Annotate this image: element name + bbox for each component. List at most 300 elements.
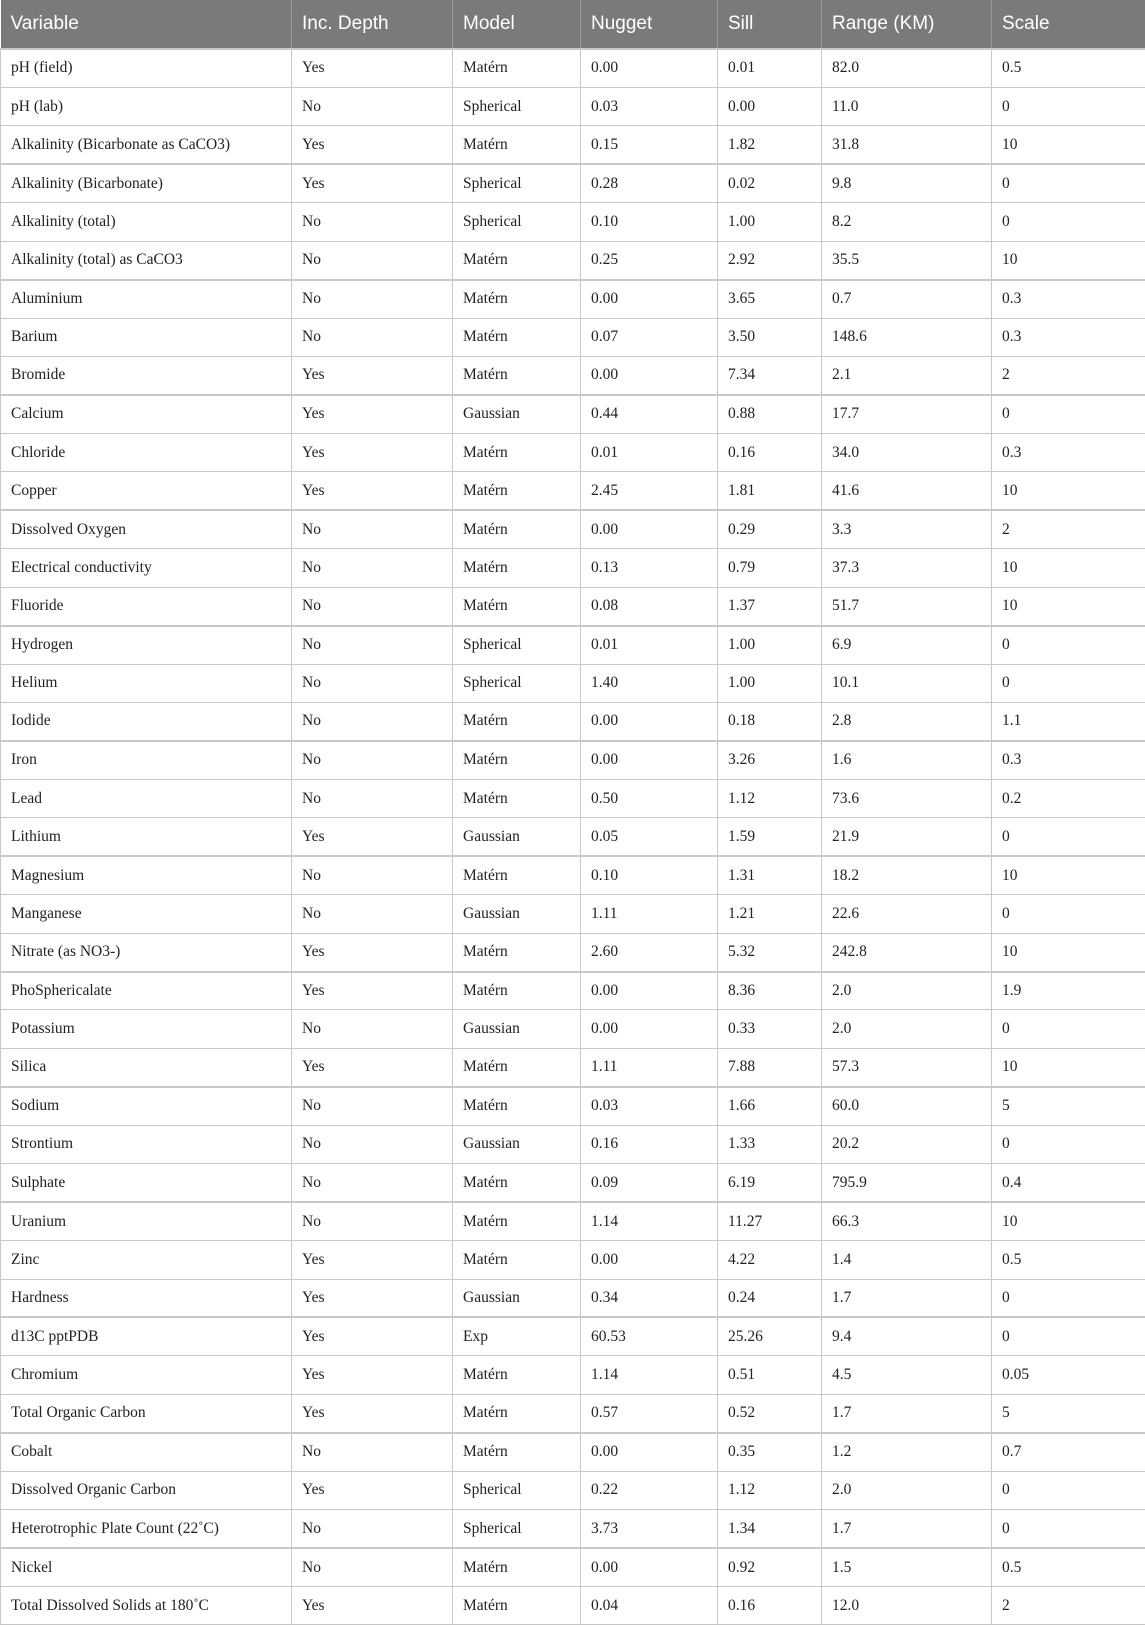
cell-variable: Calcium xyxy=(1,395,292,433)
cell-model: Matérn xyxy=(453,318,581,356)
cell-nugget: 0.44 xyxy=(581,395,718,433)
cell-nugget: 0.00 xyxy=(581,1010,718,1048)
cell-range: 57.3 xyxy=(822,1048,992,1086)
cell-model: Matérn xyxy=(453,1587,581,1625)
cell-sill: 1.37 xyxy=(718,587,822,625)
cell-nugget: 0.00 xyxy=(581,741,718,779)
table-row xyxy=(1,626,1145,664)
table-row xyxy=(1,1279,1145,1317)
cell-scale: 0 xyxy=(992,1125,1145,1163)
table-row xyxy=(1,549,1145,587)
table-row xyxy=(1,1394,1145,1432)
cell-sill: 1.33 xyxy=(718,1125,822,1163)
cell-nugget: 0.34 xyxy=(581,1279,718,1317)
table-row xyxy=(1,241,1145,279)
cell-inc-depth: Yes xyxy=(292,933,453,971)
cell-model: Spherical xyxy=(453,1510,581,1548)
cell-inc-depth: Yes xyxy=(292,1587,453,1625)
cell-range: 35.5 xyxy=(822,241,992,279)
cell-model: Gaussian xyxy=(453,395,581,433)
cell-inc-depth: No xyxy=(292,779,453,817)
column-header-sill: Sill xyxy=(718,0,822,49)
table-row xyxy=(1,510,1145,548)
cell-model: Exp xyxy=(453,1317,581,1355)
cell-sill: 0.16 xyxy=(718,433,822,471)
cell-inc-depth: Yes xyxy=(292,49,453,87)
cell-scale: 0 xyxy=(992,395,1145,433)
column-header-inc-depth: Inc. Depth xyxy=(292,0,453,49)
cell-nugget: 0.50 xyxy=(581,779,718,817)
cell-range: 66.3 xyxy=(822,1202,992,1240)
cell-model: Matérn xyxy=(453,357,581,395)
cell-sill: 25.26 xyxy=(718,1317,822,1355)
cell-sill: 1.31 xyxy=(718,856,822,894)
cell-model: Matérn xyxy=(453,587,581,625)
table-row xyxy=(1,1356,1145,1394)
cell-model: Matérn xyxy=(453,1241,581,1279)
cell-range: 1.6 xyxy=(822,741,992,779)
cell-variable: Iodide xyxy=(1,702,292,740)
cell-variable: Alkalinity (Bicarbonate as CaCO3) xyxy=(1,126,292,164)
cell-nugget: 0.05 xyxy=(581,818,718,856)
table-row xyxy=(1,1087,1145,1125)
cell-sill: 2.92 xyxy=(718,241,822,279)
cell-variable: Fluoride xyxy=(1,587,292,625)
cell-inc-depth: Yes xyxy=(292,972,453,1010)
cell-nugget: 0.00 xyxy=(581,510,718,548)
cell-range: 11.0 xyxy=(822,87,992,125)
cell-model: Gaussian xyxy=(453,818,581,856)
column-header-nugget: Nugget xyxy=(581,0,718,49)
cell-nugget: 2.60 xyxy=(581,933,718,971)
cell-nugget: 0.00 xyxy=(581,280,718,318)
cell-nugget: 60.53 xyxy=(581,1317,718,1355)
cell-model: Spherical xyxy=(453,1471,581,1509)
table-row xyxy=(1,1548,1145,1586)
cell-nugget: 1.14 xyxy=(581,1356,718,1394)
cell-sill: 0.33 xyxy=(718,1010,822,1048)
column-header-scale: Scale xyxy=(992,0,1145,49)
cell-variable: Dissolved Oxygen xyxy=(1,510,292,548)
cell-variable: Heterotrophic Plate Count (22˚C) xyxy=(1,1510,292,1548)
table-row xyxy=(1,1317,1145,1355)
cell-nugget: 0.13 xyxy=(581,549,718,587)
cell-inc-depth: Yes xyxy=(292,357,453,395)
cell-nugget: 0.10 xyxy=(581,856,718,894)
cell-variable: Cobalt xyxy=(1,1433,292,1471)
cell-scale: 0 xyxy=(992,1510,1145,1548)
cell-model: Matérn xyxy=(453,549,581,587)
cell-range: 12.0 xyxy=(822,1587,992,1625)
cell-range: 3.3 xyxy=(822,510,992,548)
cell-sill: 0.02 xyxy=(718,164,822,202)
cell-scale: 5 xyxy=(992,1087,1145,1125)
cell-range: 22.6 xyxy=(822,895,992,933)
cell-nugget: 0.00 xyxy=(581,49,718,87)
cell-sill: 0.88 xyxy=(718,395,822,433)
cell-sill: 4.22 xyxy=(718,1241,822,1279)
table-row xyxy=(1,1010,1145,1048)
cell-scale: 2 xyxy=(992,510,1145,548)
cell-variable: pH (lab) xyxy=(1,87,292,125)
cell-nugget: 0.15 xyxy=(581,126,718,164)
cell-scale: 0 xyxy=(992,1279,1145,1317)
cell-variable: Lithium xyxy=(1,818,292,856)
cell-variable: pH (field) xyxy=(1,49,292,87)
cell-range: 148.6 xyxy=(822,318,992,356)
cell-inc-depth: No xyxy=(292,895,453,933)
cell-scale: 10 xyxy=(992,587,1145,625)
cell-nugget: 0.00 xyxy=(581,972,718,1010)
cell-model: Gaussian xyxy=(453,1279,581,1317)
cell-variable: Hydrogen xyxy=(1,626,292,664)
cell-sill: 1.12 xyxy=(718,779,822,817)
table-row xyxy=(1,164,1145,202)
cell-variable: Zinc xyxy=(1,1241,292,1279)
cell-inc-depth: No xyxy=(292,87,453,125)
cell-model: Matérn xyxy=(453,1048,581,1086)
cell-sill: 3.50 xyxy=(718,318,822,356)
table-row xyxy=(1,395,1145,433)
table-row xyxy=(1,741,1145,779)
cell-nugget: 0.01 xyxy=(581,433,718,471)
cell-range: 9.8 xyxy=(822,164,992,202)
cell-range: 2.0 xyxy=(822,972,992,1010)
cell-variable: Alkalinity (total) xyxy=(1,203,292,241)
cell-range: 17.7 xyxy=(822,395,992,433)
table-row xyxy=(1,856,1145,894)
cell-sill: 3.65 xyxy=(718,280,822,318)
cell-inc-depth: Yes xyxy=(292,1471,453,1509)
cell-variable: Total Organic Carbon xyxy=(1,1394,292,1432)
cell-inc-depth: Yes xyxy=(292,818,453,856)
table-row xyxy=(1,1164,1145,1202)
cell-range: 37.3 xyxy=(822,549,992,587)
cell-range: 1.7 xyxy=(822,1279,992,1317)
cell-model: Matérn xyxy=(453,280,581,318)
cell-nugget: 0.16 xyxy=(581,1125,718,1163)
cell-range: 2.0 xyxy=(822,1471,992,1509)
cell-range: 34.0 xyxy=(822,433,992,471)
cell-inc-depth: Yes xyxy=(292,1241,453,1279)
cell-scale: 0.3 xyxy=(992,741,1145,779)
cell-scale: 0.05 xyxy=(992,1356,1145,1394)
cell-sill: 1.34 xyxy=(718,1510,822,1548)
cell-inc-depth: Yes xyxy=(292,395,453,433)
cell-nugget: 0.09 xyxy=(581,1164,718,1202)
cell-sill: 11.27 xyxy=(718,1202,822,1240)
cell-scale: 10 xyxy=(992,1202,1145,1240)
cell-inc-depth: No xyxy=(292,280,453,318)
cell-inc-depth: No xyxy=(292,510,453,548)
cell-scale: 0 xyxy=(992,1010,1145,1048)
cell-variable: Iron xyxy=(1,741,292,779)
cell-sill: 1.00 xyxy=(718,664,822,702)
cell-scale: 0.3 xyxy=(992,433,1145,471)
table-row xyxy=(1,1587,1145,1625)
cell-nugget: 0.00 xyxy=(581,1548,718,1586)
cell-sill: 1.66 xyxy=(718,1087,822,1125)
cell-scale: 0.3 xyxy=(992,318,1145,356)
cell-inc-depth: Yes xyxy=(292,126,453,164)
table-row xyxy=(1,1202,1145,1240)
cell-range: 73.6 xyxy=(822,779,992,817)
cell-model: Matérn xyxy=(453,472,581,510)
cell-variable: Aluminium xyxy=(1,280,292,318)
cell-variable: Copper xyxy=(1,472,292,510)
cell-inc-depth: No xyxy=(292,549,453,587)
table-row xyxy=(1,357,1145,395)
cell-scale: 0 xyxy=(992,1317,1145,1355)
cell-inc-depth: No xyxy=(292,241,453,279)
column-header-variable: Variable xyxy=(1,0,292,49)
cell-range: 2.1 xyxy=(822,357,992,395)
table-row xyxy=(1,203,1145,241)
table-row xyxy=(1,1241,1145,1279)
cell-scale: 10 xyxy=(992,856,1145,894)
cell-inc-depth: No xyxy=(292,318,453,356)
cell-range: 1.4 xyxy=(822,1241,992,1279)
cell-sill: 0.18 xyxy=(718,702,822,740)
cell-range: 795.9 xyxy=(822,1164,992,1202)
cell-variable: Barium xyxy=(1,318,292,356)
cell-sill: 1.00 xyxy=(718,203,822,241)
table-row xyxy=(1,1510,1145,1548)
cell-model: Matérn xyxy=(453,241,581,279)
cell-variable: Silica xyxy=(1,1048,292,1086)
cell-nugget: 1.40 xyxy=(581,664,718,702)
cell-variable: Chromium xyxy=(1,1356,292,1394)
cell-scale: 0 xyxy=(992,895,1145,933)
cell-inc-depth: Yes xyxy=(292,433,453,471)
cell-model: Matérn xyxy=(453,702,581,740)
cell-scale: 2 xyxy=(992,357,1145,395)
cell-scale: 0.5 xyxy=(992,49,1145,87)
cell-sill: 1.81 xyxy=(718,472,822,510)
cell-range: 20.2 xyxy=(822,1125,992,1163)
cell-scale: 1.1 xyxy=(992,702,1145,740)
cell-scale: 2 xyxy=(992,1587,1145,1625)
cell-sill: 7.34 xyxy=(718,357,822,395)
cell-nugget: 0.00 xyxy=(581,1241,718,1279)
cell-nugget: 0.57 xyxy=(581,1394,718,1432)
column-header-range: Range (KM) xyxy=(822,0,992,49)
cell-scale: 10 xyxy=(992,241,1145,279)
cell-variable: Magnesium xyxy=(1,856,292,894)
cell-model: Matérn xyxy=(453,433,581,471)
cell-nugget: 0.03 xyxy=(581,1087,718,1125)
cell-variable: Chloride xyxy=(1,433,292,471)
cell-model: Gaussian xyxy=(453,1125,581,1163)
cell-model: Matérn xyxy=(453,972,581,1010)
cell-inc-depth: Yes xyxy=(292,1048,453,1086)
cell-scale: 0 xyxy=(992,1471,1145,1509)
cell-sill: 0.00 xyxy=(718,87,822,125)
cell-range: 6.9 xyxy=(822,626,992,664)
cell-model: Spherical xyxy=(453,164,581,202)
cell-model: Matérn xyxy=(453,1356,581,1394)
cell-model: Matérn xyxy=(453,856,581,894)
table-row xyxy=(1,895,1145,933)
table-row xyxy=(1,779,1145,817)
cell-range: 4.5 xyxy=(822,1356,992,1394)
cell-scale: 0 xyxy=(992,818,1145,856)
cell-inc-depth: No xyxy=(292,856,453,894)
cell-inc-depth: No xyxy=(292,587,453,625)
cell-scale: 0.7 xyxy=(992,1433,1145,1471)
table-row xyxy=(1,1471,1145,1509)
cell-model: Matérn xyxy=(453,779,581,817)
cell-variable: Alkalinity (Bicarbonate) xyxy=(1,164,292,202)
cell-sill: 0.92 xyxy=(718,1548,822,1586)
cell-range: 1.7 xyxy=(822,1394,992,1432)
cell-variable: d13C pptPDB xyxy=(1,1317,292,1355)
cell-nugget: 0.07 xyxy=(581,318,718,356)
cell-sill: 1.59 xyxy=(718,818,822,856)
table-row xyxy=(1,818,1145,856)
cell-model: Spherical xyxy=(453,203,581,241)
cell-nugget: 0.00 xyxy=(581,1433,718,1471)
cell-scale: 0.3 xyxy=(992,280,1145,318)
table-row xyxy=(1,933,1145,971)
cell-inc-depth: No xyxy=(292,664,453,702)
cell-range: 1.2 xyxy=(822,1433,992,1471)
cell-range: 41.6 xyxy=(822,472,992,510)
cell-model: Matérn xyxy=(453,510,581,548)
cell-nugget: 2.45 xyxy=(581,472,718,510)
cell-inc-depth: No xyxy=(292,1433,453,1471)
cell-model: Gaussian xyxy=(453,895,581,933)
cell-model: Spherical xyxy=(453,664,581,702)
cell-range: 1.5 xyxy=(822,1548,992,1586)
cell-sill: 0.79 xyxy=(718,549,822,587)
cell-inc-depth: No xyxy=(292,1010,453,1048)
cell-range: 0.7 xyxy=(822,280,992,318)
cell-inc-depth: Yes xyxy=(292,1279,453,1317)
table-row xyxy=(1,126,1145,164)
cell-sill: 1.00 xyxy=(718,626,822,664)
cell-sill: 8.36 xyxy=(718,972,822,1010)
cell-nugget: 0.08 xyxy=(581,587,718,625)
cell-scale: 10 xyxy=(992,1048,1145,1086)
cell-variable: Strontium xyxy=(1,1125,292,1163)
cell-nugget: 0.00 xyxy=(581,357,718,395)
cell-nugget: 0.00 xyxy=(581,702,718,740)
cell-scale: 0.5 xyxy=(992,1548,1145,1586)
cell-range: 2.0 xyxy=(822,1010,992,1048)
cell-scale: 10 xyxy=(992,472,1145,510)
cell-model: Matérn xyxy=(453,49,581,87)
cell-scale: 10 xyxy=(992,549,1145,587)
cell-inc-depth: Yes xyxy=(292,1317,453,1355)
table-row xyxy=(1,587,1145,625)
cell-sill: 1.21 xyxy=(718,895,822,933)
cell-inc-depth: No xyxy=(292,1164,453,1202)
cell-variable: Alkalinity (total) as CaCO3 xyxy=(1,241,292,279)
table-row xyxy=(1,472,1145,510)
cell-scale: 5 xyxy=(992,1394,1145,1432)
cell-variable: Dissolved Organic Carbon xyxy=(1,1471,292,1509)
cell-inc-depth: Yes xyxy=(292,164,453,202)
cell-model: Matérn xyxy=(453,1548,581,1586)
cell-nugget: 0.04 xyxy=(581,1587,718,1625)
cell-range: 18.2 xyxy=(822,856,992,894)
cell-range: 1.7 xyxy=(822,1510,992,1548)
cell-sill: 1.12 xyxy=(718,1471,822,1509)
cell-scale: 0.2 xyxy=(992,779,1145,817)
table-row xyxy=(1,702,1145,740)
cell-inc-depth: No xyxy=(292,1510,453,1548)
cell-inc-depth: No xyxy=(292,626,453,664)
cell-variable: Nickel xyxy=(1,1548,292,1586)
cell-model: Matérn xyxy=(453,126,581,164)
cell-model: Spherical xyxy=(453,87,581,125)
cell-variable: Lead xyxy=(1,779,292,817)
cell-sill: 0.29 xyxy=(718,510,822,548)
cell-variable: Helium xyxy=(1,664,292,702)
table-row xyxy=(1,972,1145,1010)
table-row xyxy=(1,280,1145,318)
table-row xyxy=(1,433,1145,471)
cell-variable: Uranium xyxy=(1,1202,292,1240)
cell-inc-depth: No xyxy=(292,1548,453,1586)
cell-sill: 7.88 xyxy=(718,1048,822,1086)
table-row xyxy=(1,87,1145,125)
cell-nugget: 3.73 xyxy=(581,1510,718,1548)
cell-scale: 10 xyxy=(992,933,1145,971)
cell-scale: 0 xyxy=(992,664,1145,702)
cell-sill: 0.16 xyxy=(718,1587,822,1625)
cell-scale: 0.4 xyxy=(992,1164,1145,1202)
column-header-model: Model xyxy=(453,0,581,49)
cell-model: Spherical xyxy=(453,626,581,664)
cell-inc-depth: No xyxy=(292,1125,453,1163)
cell-model: Matérn xyxy=(453,1202,581,1240)
cell-scale: 0 xyxy=(992,203,1145,241)
cell-inc-depth: Yes xyxy=(292,1356,453,1394)
cell-inc-depth: No xyxy=(292,1087,453,1125)
cell-range: 9.4 xyxy=(822,1317,992,1355)
cell-range: 51.7 xyxy=(822,587,992,625)
cell-sill: 1.82 xyxy=(718,126,822,164)
cell-nugget: 0.10 xyxy=(581,203,718,241)
cell-scale: 0 xyxy=(992,626,1145,664)
cell-variable: Nitrate (as NO3-) xyxy=(1,933,292,971)
cell-sill: 0.52 xyxy=(718,1394,822,1432)
cell-model: Matérn xyxy=(453,1087,581,1125)
cell-nugget: 1.11 xyxy=(581,895,718,933)
cell-scale: 0.5 xyxy=(992,1241,1145,1279)
cell-inc-depth: Yes xyxy=(292,472,453,510)
cell-variable: Electrical conductivity xyxy=(1,549,292,587)
cell-range: 8.2 xyxy=(822,203,992,241)
cell-range: 2.8 xyxy=(822,702,992,740)
table-row xyxy=(1,1125,1145,1163)
cell-range: 10.1 xyxy=(822,664,992,702)
table-row xyxy=(1,318,1145,356)
cell-scale: 10 xyxy=(992,126,1145,164)
cell-sill: 5.32 xyxy=(718,933,822,971)
cell-inc-depth: Yes xyxy=(292,1394,453,1432)
table-header-row xyxy=(1,0,1145,49)
table-row xyxy=(1,49,1145,87)
cell-inc-depth: No xyxy=(292,702,453,740)
cell-range: 242.8 xyxy=(822,933,992,971)
cell-model: Matérn xyxy=(453,1164,581,1202)
cell-inc-depth: No xyxy=(292,203,453,241)
table-body xyxy=(1,49,1145,1625)
cell-model: Matérn xyxy=(453,1433,581,1471)
